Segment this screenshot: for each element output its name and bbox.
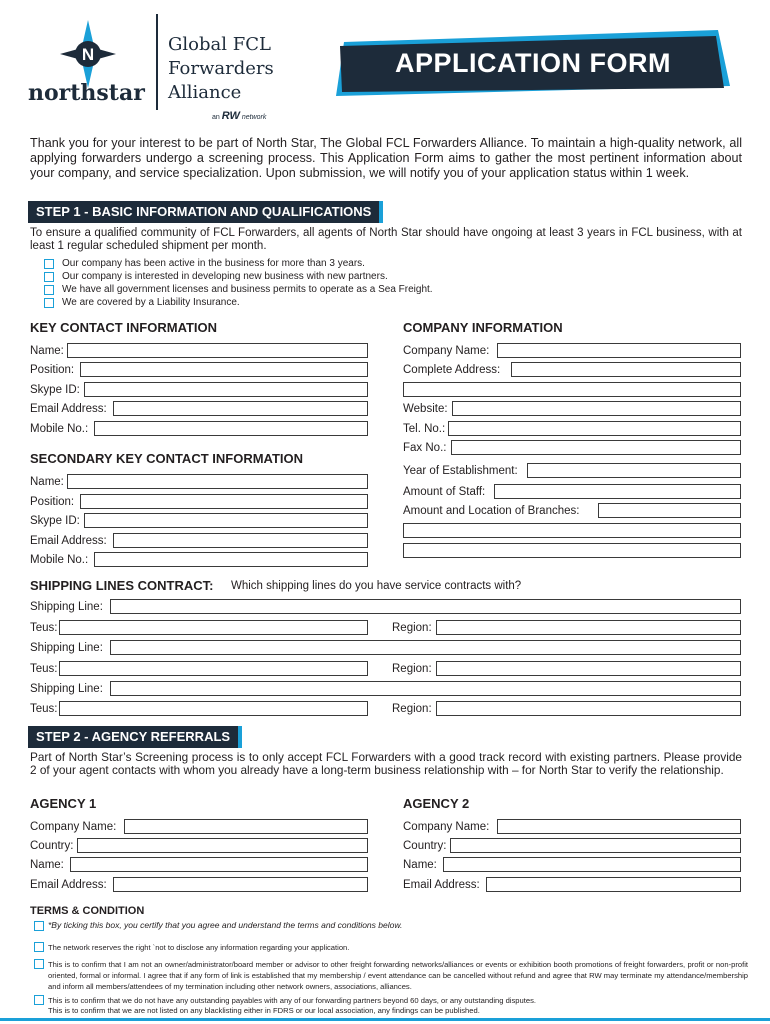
region-label-1: Region: — [392, 622, 432, 634]
terms-checkbox-1[interactable] — [34, 942, 44, 952]
qualification-label-2: Our company is interested in developing new business with new partners. — [62, 271, 388, 282]
agency2-country-label: Country: — [403, 840, 447, 852]
shipping-line-label-1: Shipping Line: — [30, 601, 103, 613]
shipping-line-field-2[interactable] — [110, 640, 741, 655]
alliance-line-2: Forwarders — [168, 58, 274, 79]
terms-certify-text: *By ticking this box, you certify that you agree and understand the terms and conditions below. — [48, 920, 403, 930]
terms-checkbox-2[interactable] — [34, 959, 44, 969]
agency1-title: AGENCY 1 — [30, 796, 97, 811]
alliance-line-3: Alliance — [168, 82, 242, 103]
agency1-company-field[interactable] — [124, 819, 368, 834]
qualification-label-1: Our company has been active in the business for more than 3 years. — [62, 258, 365, 269]
agency1-country-field[interactable] — [77, 838, 368, 853]
step1-banner: STEP 1 - BASIC INFORMATION AND QUALIFICATIONS — [28, 201, 383, 223]
agency2-name-label: Name: — [403, 859, 437, 871]
qualification-checkbox-3[interactable] — [44, 285, 54, 295]
step2-description: Part of North Star’s Screening process is to only accept FCL Forwarders with a good track record with existing partners. Please provide 2 of your agent contacts with whom you already have a long-term business relationship with – for North Star to verify the relationship. — [30, 750, 742, 777]
agency1-company-label: Company Name: — [30, 821, 117, 833]
company-website-label: Website: — [403, 403, 448, 415]
company-tel-field[interactable] — [448, 421, 741, 436]
secondary-contact-skype-field[interactable] — [84, 513, 368, 528]
terms-checkbox-3[interactable] — [34, 995, 44, 1005]
shipping-line-label-2: Shipping Line: — [30, 642, 103, 654]
brand-name: northstar — [28, 80, 145, 106]
key-contact-position-field[interactable] — [80, 362, 368, 377]
step2-banner: STEP 2 - AGENCY REFERRALS — [28, 726, 242, 748]
region-field-2[interactable] — [436, 661, 741, 676]
agency2-email-field[interactable] — [486, 877, 741, 892]
secondary-contact-name-label: Name: — [30, 476, 64, 488]
network-post: network — [241, 114, 267, 121]
company-tel-label: Tel. No.: — [403, 423, 446, 435]
key-contact-title: KEY CONTACT INFORMATION — [30, 320, 218, 335]
terms-item-2: This is to confirm that I am not an owner/administrator/board member or advisor to other freight forwarding networks/alliances or events or exhibition booth promotions of freight forwarders, profit or non-profit oriented, formal or informal. I agree that if any form of link is established that my membership / event attendance can be cancelled without refund and agree that RW may terminate my attendance/membership and inform all members/attendees of my termination including other network owners, associations, alliances. — [48, 960, 748, 991]
company-address-label: Complete Address: — [403, 364, 501, 376]
qualification-label-4: We are covered by a Liability Insurance. — [62, 297, 240, 308]
terms-item-1: The network reserves the right `not to disclose any information regarding your application. — [48, 943, 350, 952]
agency1-name-field[interactable] — [70, 857, 368, 872]
company-staff-field[interactable] — [494, 484, 741, 499]
qualification-checkbox-4[interactable] — [44, 298, 54, 308]
company-name-field[interactable] — [497, 343, 741, 358]
region-field-1[interactable] — [436, 620, 741, 635]
key-contact-email-label: Email Address: — [30, 403, 107, 415]
company-name-label: Company Name: — [403, 345, 490, 357]
logo — [28, 14, 288, 124]
company-address-field[interactable] — [511, 362, 741, 377]
qualification-label-3: We have all government licenses and business permits to operate as a Sea Freight. — [62, 284, 433, 295]
key-contact-mobile-field[interactable] — [94, 421, 368, 436]
north-star-icon — [60, 20, 116, 88]
agency1-email-label: Email Address: — [30, 879, 107, 891]
form-title: APPLICATION FORM — [395, 48, 671, 78]
logo-divider — [156, 14, 158, 110]
step1-description: To ensure a qualified community of FCL Forwarders, all agents of North Star should have ongoing at least 3 years in FCL business, with at least 1 regular scheduled shipment per month. — [30, 227, 742, 252]
agency1-email-field[interactable] — [113, 877, 368, 892]
secondary-contact-email-label: Email Address: — [30, 535, 107, 547]
terms-agree-checkbox[interactable] — [34, 921, 44, 931]
key-contact-mobile-label: Mobile No.: — [30, 423, 89, 435]
region-label-2: Region: — [392, 663, 432, 675]
agency2-country-field[interactable] — [450, 838, 741, 853]
shipping-line-field-1[interactable] — [110, 599, 741, 614]
region-field-3[interactable] — [436, 701, 741, 716]
network-tag — [212, 110, 266, 122]
agency1-name-label: Name: — [30, 859, 64, 871]
secondary-contact-title: SECONDARY KEY CONTACT INFORMATION — [30, 451, 304, 466]
secondary-contact-position-label: Position: — [30, 496, 75, 508]
agency1-country-label: Country: — [30, 840, 74, 852]
terms-item-4: This is to confirm that we are not listed on any blacklisting either in FDRS or our local association, any findings can be published. — [48, 1006, 480, 1015]
terms-item-3: This is to confirm that we do not have any outstanding payables with any of our forwarding partners beyond 60 days, or any outstanding disputes. — [48, 996, 536, 1005]
shipping-line-field-3[interactable] — [110, 681, 741, 696]
terms-title: TERMS & CONDITION — [30, 905, 145, 917]
key-contact-email-field[interactable] — [113, 401, 368, 416]
company-branches-field[interactable] — [598, 503, 741, 518]
secondary-contact-position-field[interactable] — [80, 494, 368, 509]
key-contact-skype-label: Skype ID: — [30, 384, 80, 396]
alliance-line-1: Global FCL — [168, 34, 271, 55]
key-contact-name-field[interactable] — [67, 343, 368, 358]
title-banner — [336, 30, 730, 96]
secondary-contact-email-field[interactable] — [113, 533, 368, 548]
company-branches-field-line-3[interactable] — [403, 543, 741, 558]
key-contact-position-label: Position: — [30, 364, 75, 376]
secondary-contact-skype-label: Skype ID: — [30, 515, 80, 527]
teus-field-1[interactable] — [59, 620, 368, 635]
teus-label-2: Teus: — [30, 663, 58, 675]
shipping-line-label-3: Shipping Line: — [30, 683, 103, 695]
qualification-checkbox-1[interactable] — [44, 259, 54, 269]
agency2-name-field[interactable] — [443, 857, 741, 872]
company-branches-label: Amount and Location of Branches: — [403, 505, 580, 517]
region-label-3: Region: — [392, 703, 432, 715]
network-brand: RW — [221, 110, 240, 122]
secondary-contact-mobile-field[interactable] — [94, 552, 368, 567]
shipping-title: SHIPPING LINES CONTRACT: — [30, 578, 214, 593]
company-branches-field-line-2[interactable] — [403, 523, 741, 538]
company-year-field[interactable] — [527, 463, 741, 478]
company-fax-field[interactable] — [451, 440, 741, 455]
secondary-contact-name-field[interactable] — [67, 474, 368, 489]
agency2-email-label: Email Address: — [403, 879, 480, 891]
company-staff-label: Amount of Staff: — [403, 486, 486, 498]
agency2-company-label: Company Name: — [403, 821, 490, 833]
agency2-title: AGENCY 2 — [403, 796, 470, 811]
teus-field-2[interactable] — [59, 661, 368, 676]
shipping-question: Which shipping lines do you have service contracts with? — [231, 580, 522, 592]
svg-text:N: N — [81, 45, 95, 64]
company-address-field-line-2[interactable] — [403, 382, 741, 397]
agency2-company-field[interactable] — [497, 819, 741, 834]
secondary-contact-mobile-label: Mobile No.: — [30, 554, 89, 566]
company-year-label: Year of Establishment: — [403, 465, 518, 477]
teus-label-1: Teus: — [30, 622, 58, 634]
teus-label-3: Teus: — [30, 703, 58, 715]
company-info-title: COMPANY INFORMATION — [403, 320, 563, 335]
teus-field-3[interactable] — [59, 701, 368, 716]
key-contact-skype-field[interactable] — [84, 382, 368, 397]
company-website-field[interactable] — [452, 401, 741, 416]
key-contact-name-label: Name: — [30, 345, 64, 357]
qualification-checkbox-2[interactable] — [44, 272, 54, 282]
footer-rule — [0, 1018, 770, 1021]
network-pre: an — [212, 114, 220, 121]
intro-paragraph: Thank you for your interest to be part of North Star, The Global FCL Forwarders Alliance. To maintain a high-quality network, all applying forwarders undergo a screening process. This Application Form aims to gather the most pertinent information about your company, and service specialization. Upon submission, we will notify you of your application status within 1 week. — [30, 136, 742, 180]
company-fax-label: Fax No.: — [403, 442, 447, 454]
